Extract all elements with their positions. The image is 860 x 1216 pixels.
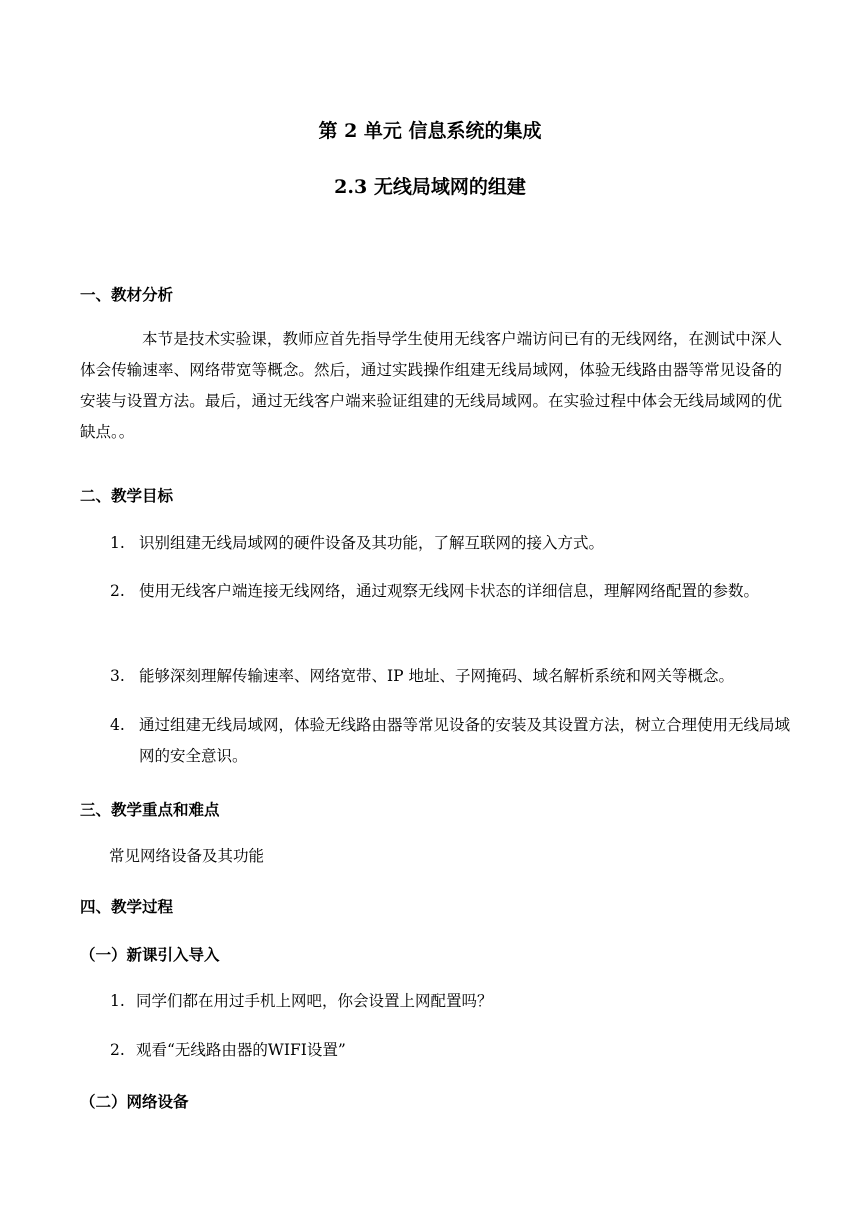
list-item: [110, 528, 790, 559]
subheading-introduction: （一）新课引入导入: [80, 945, 220, 964]
section-title: 2.3 无线局域网的组建: [334, 176, 526, 198]
paragraph-textbook-analysis: 本节是技术实验课，教师应首先指导学生使用无线客户端访问已有的无线网络，在测试中深人体会传输速率、网络带宽等概念。然后，通过实践操作组建无线局域网，体验无线路由器等常见设备的安装与设置方法。最后，通过无线客户端来验证组建的无线局域网。在实验过程中体会无线局域网的优缺点。。: [80, 330, 782, 441]
list-item-number: 2.: [110, 582, 125, 600]
subheading-network-devices: （二）网络设备: [80, 1092, 189, 1111]
heading-textbook-analysis: 一、教材分析: [80, 285, 174, 304]
list-item-text: 使用无线客户端连接无线网络，通过观察无线网卡状态的详细信息，理解网络配置的参数。: [139, 582, 760, 600]
list-item-text: 观看“无线路由器的WIFI设置”: [136, 1041, 346, 1059]
heading-key-points: 三、教学重点和难点: [80, 800, 220, 819]
list-item: [110, 986, 790, 1017]
list-item-text: 识别组建无线局域网的硬件设备及其功能，了解互联网的接入方式。: [139, 534, 605, 552]
list-item-text: 同学们都在用过手机上网吧，你会设置上网配置吗？: [136, 992, 493, 1010]
list-item: [110, 1035, 790, 1066]
list-item-number: 3.: [110, 667, 125, 685]
unit-title: 第 2 单元 信息系统的集成: [318, 120, 542, 142]
list-item-text: 能够深刻理解传输速率、网络宽带、IP 地址、子网掩码、域名解析系统和网关等概念。: [139, 667, 734, 685]
list-item-number: 4.: [110, 716, 125, 734]
list-item-number: 1.: [110, 534, 125, 552]
heading-teaching-process: 四、教学过程: [80, 897, 174, 916]
list-item: [110, 576, 790, 607]
list-item: [110, 710, 790, 772]
list-item-text: 通过组建无线局域网，体验无线路由器等常见设备的安装及其设置方法，树立合理使用无线局域网的安全意识。: [139, 716, 791, 765]
list-item-number: 1.: [110, 992, 125, 1010]
heading-teaching-goals: 二、教学目标: [80, 486, 174, 505]
list-item-number: 2.: [110, 1041, 125, 1059]
list-item: [110, 661, 790, 692]
paragraph-key-points: 常见网络设备及其功能: [109, 847, 265, 865]
